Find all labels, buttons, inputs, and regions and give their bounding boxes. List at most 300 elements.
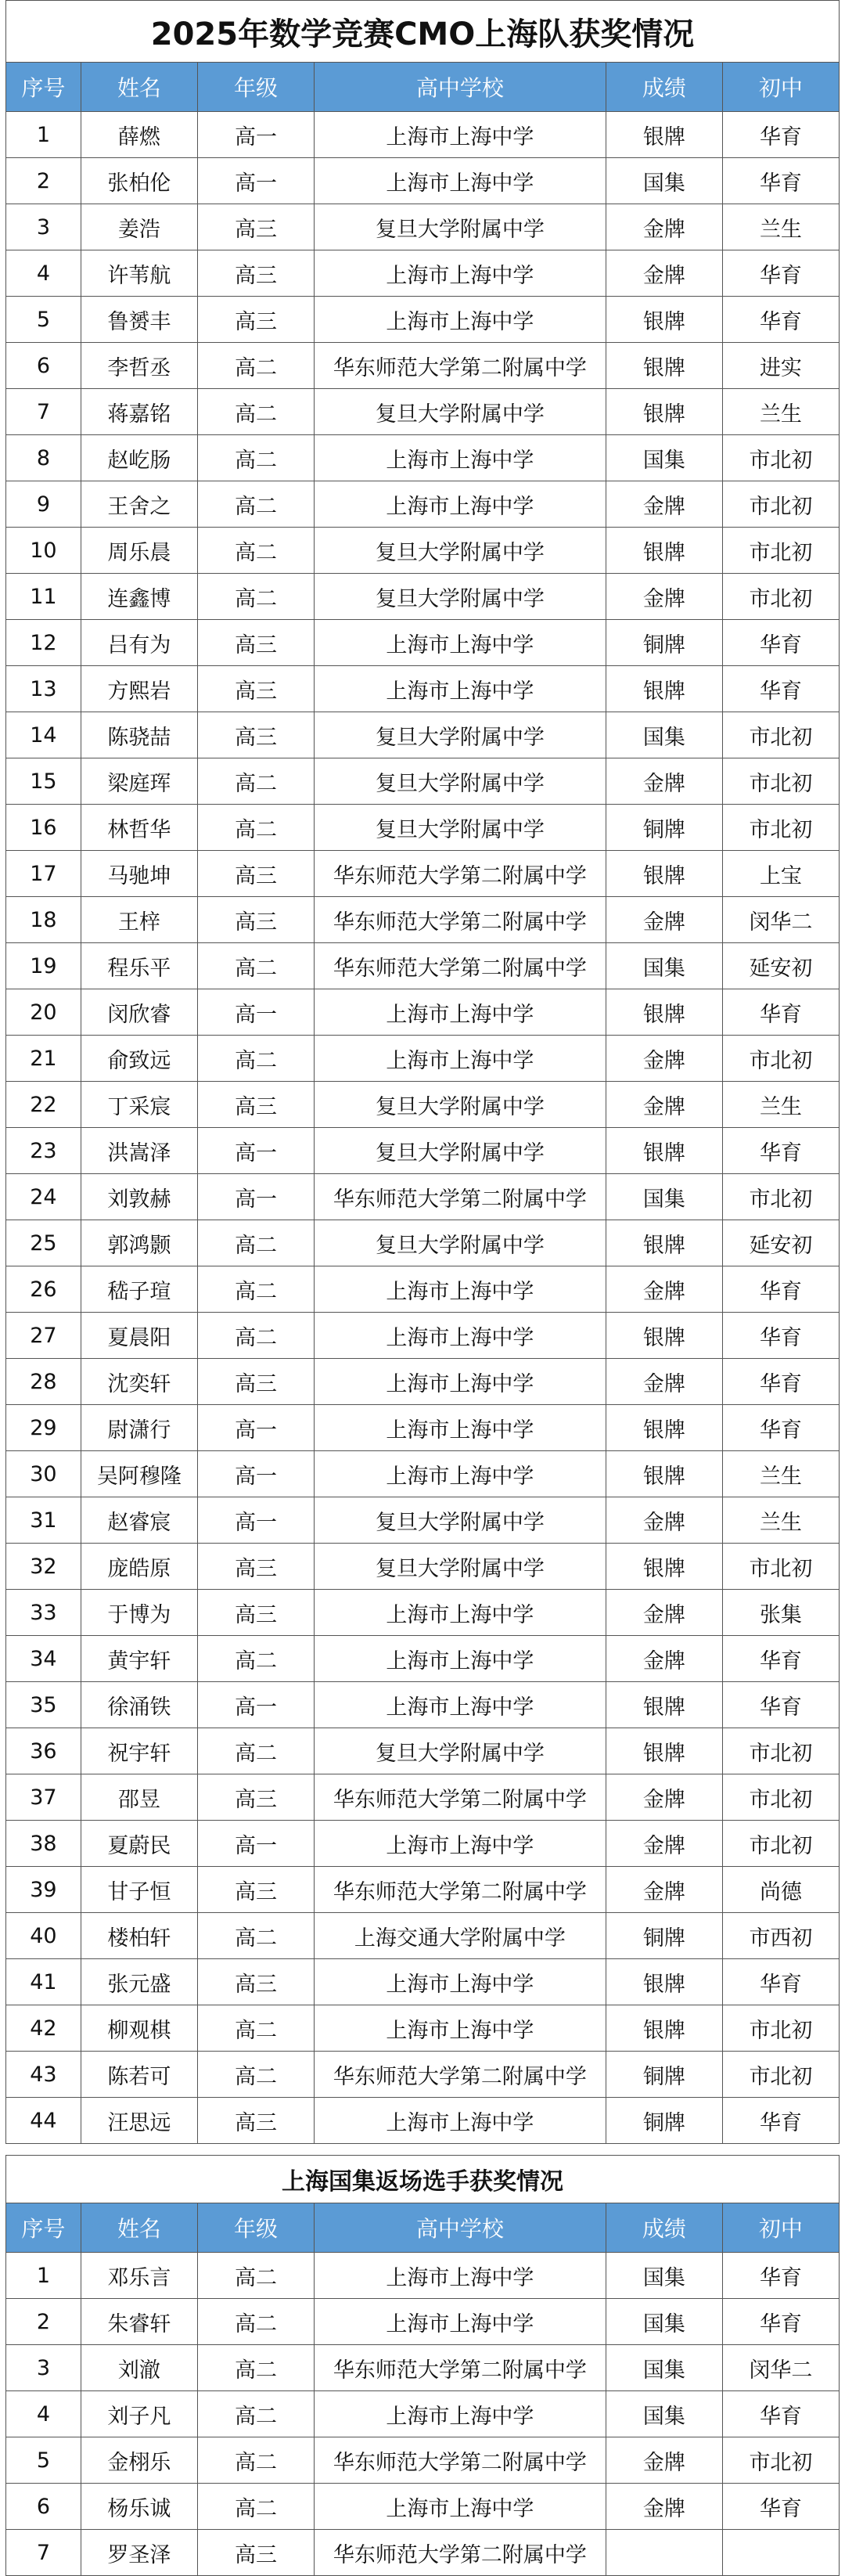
section2-header-row: [6, 2203, 840, 2253]
cell-grade: 高一: [197, 989, 314, 1036]
cell-middle-school: 华育: [722, 297, 839, 343]
cell-middle-school: 市北初: [722, 712, 839, 758]
table-row: [6, 204, 840, 250]
cell-high-school: 上海市上海中学: [315, 158, 606, 204]
cell-result: 铜牌: [606, 2098, 722, 2144]
cell-middle-school: 市北初: [722, 528, 839, 574]
table-row: [6, 1313, 840, 1359]
cell-index: 15: [6, 758, 81, 805]
cell-name: 陈骁喆: [81, 712, 197, 758]
cell-grade: 高三: [197, 1359, 314, 1405]
cell-index: 26: [6, 1266, 81, 1313]
cell-index: 41: [6, 1959, 81, 2005]
cell-name: 陈若可: [81, 2052, 197, 2098]
cell-index: 14: [6, 712, 81, 758]
cell-index: 16: [6, 805, 81, 851]
cell-grade: 高二: [197, 943, 314, 989]
cell-grade: 高二: [197, 2437, 314, 2484]
cell-middle-school: 华育: [722, 2484, 839, 2530]
cell-high-school: 上海市上海中学: [315, 666, 606, 712]
cell-grade: 高二: [197, 1220, 314, 1266]
cell-index: 35: [6, 1682, 81, 1728]
cell-result: 银牌: [606, 528, 722, 574]
cell-middle-school: 华育: [722, 1682, 839, 1728]
cell-result: 金牌: [606, 1266, 722, 1313]
header-row: [6, 63, 840, 112]
table-row: [6, 1682, 840, 1728]
table-row: [6, 1451, 840, 1497]
cell-middle-school: 张集: [722, 1590, 839, 1636]
table-row: [6, 112, 840, 158]
section2-header-result: 成绩: [606, 2203, 722, 2253]
cell-index: 2: [6, 158, 81, 204]
table-row: [6, 2530, 840, 2576]
table-row: [6, 989, 840, 1036]
cell-grade: 高二: [197, 2253, 314, 2299]
cell-grade: 高二: [197, 1728, 314, 1774]
table-row: [6, 1497, 840, 1544]
cell-middle-school: 兰生: [722, 1497, 839, 1544]
cell-grade: 高一: [197, 1405, 314, 1451]
cell-name: 张元盛: [81, 1959, 197, 2005]
cell-high-school: 华东师范大学第二附属中学: [315, 851, 606, 897]
cell-middle-school: 华育: [722, 2391, 839, 2437]
cell-result: 金牌: [606, 204, 722, 250]
cell-name: 徐涌铁: [81, 1682, 197, 1728]
cell-name: 蒋嘉铭: [81, 389, 197, 435]
cell-grade: 高一: [197, 1682, 314, 1728]
header-middle-school: 初中: [722, 63, 839, 112]
cell-grade: 高二: [197, 389, 314, 435]
cell-high-school: 上海市上海中学: [315, 2005, 606, 2052]
cell-result: 银牌: [606, 1405, 722, 1451]
cell-grade: 高三: [197, 620, 314, 666]
cell-index: 27: [6, 1313, 81, 1359]
cell-high-school: 上海市上海中学: [315, 989, 606, 1036]
table-row: [6, 2484, 840, 2530]
cell-grade: 高三: [197, 297, 314, 343]
cell-name: 王梓: [81, 897, 197, 943]
cell-index: 33: [6, 1590, 81, 1636]
cell-name: 马驰坤: [81, 851, 197, 897]
cell-result: 银牌: [606, 666, 722, 712]
cell-name: 林哲华: [81, 805, 197, 851]
cell-grade: 高二: [197, 481, 314, 528]
cell-name: 黄宇轩: [81, 1636, 197, 1682]
cell-middle-school: 市北初: [722, 1036, 839, 1082]
cell-high-school: 上海市上海中学: [315, 1636, 606, 1682]
cell-middle-school: 华育: [722, 1313, 839, 1359]
cell-result: 银牌: [606, 1728, 722, 1774]
cell-middle-school: 华育: [722, 2253, 839, 2299]
cell-high-school: 华东师范大学第二附属中学: [315, 343, 606, 389]
table-row: [6, 2098, 840, 2144]
cell-name: 丁采宸: [81, 1082, 197, 1128]
cell-high-school: 上海市上海中学: [315, 1590, 606, 1636]
cell-result: 金牌: [606, 1359, 722, 1405]
cell-result: 金牌: [606, 2484, 722, 2530]
cell-grade: 高二: [197, 528, 314, 574]
cell-high-school: 上海市上海中学: [315, 1959, 606, 2005]
table-row: [6, 758, 840, 805]
cell-result: 银牌: [606, 1313, 722, 1359]
cell-middle-school: 华育: [722, 1266, 839, 1313]
table-row: [6, 1266, 840, 1313]
cell-index: 40: [6, 1913, 81, 1959]
table-row: [6, 1359, 840, 1405]
cell-name: 于博为: [81, 1590, 197, 1636]
cell-grade: 高一: [197, 1128, 314, 1174]
cell-index: 38: [6, 1821, 81, 1867]
cell-middle-school: 华育: [722, 112, 839, 158]
cell-name: 程乐平: [81, 943, 197, 989]
cell-grade: 高一: [197, 1451, 314, 1497]
cell-high-school: 上海市上海中学: [315, 1313, 606, 1359]
cell-name: 刘子凡: [81, 2391, 197, 2437]
cell-high-school: 复旦大学附属中学: [315, 1728, 606, 1774]
cell-result: 银牌: [606, 1128, 722, 1174]
cell-name: 祝宇轩: [81, 1728, 197, 1774]
cell-name: 金栩乐: [81, 2437, 197, 2484]
table-row: [6, 2052, 840, 2098]
cell-name: 刘澈: [81, 2345, 197, 2391]
section2-header-grade: 年级: [197, 2203, 314, 2253]
table-row: [6, 2345, 840, 2391]
cell-result: 铜牌: [606, 620, 722, 666]
cell-result: 铜牌: [606, 1913, 722, 1959]
cell-index: 31: [6, 1497, 81, 1544]
cell-grade: 高一: [197, 1821, 314, 1867]
cell-grade: 高三: [197, 204, 314, 250]
cell-name: 薛燃: [81, 112, 197, 158]
table-title-row: [6, 1, 840, 63]
cell-index: 7: [6, 2530, 81, 2576]
cell-index: 4: [6, 250, 81, 297]
cell-grade: 高二: [197, 2345, 314, 2391]
cell-grade: 高二: [197, 1636, 314, 1682]
table-row: [6, 1128, 840, 1174]
table-row: [6, 1590, 840, 1636]
cell-index: 2: [6, 2299, 81, 2345]
header-grade: 年级: [197, 63, 314, 112]
cell-name: 邓乐言: [81, 2253, 197, 2299]
cell-result: 银牌: [606, 1682, 722, 1728]
cell-middle-school: 市北初: [722, 1728, 839, 1774]
cell-name: 俞致远: [81, 1036, 197, 1082]
cell-middle-school: 延安初: [722, 943, 839, 989]
cell-index: 36: [6, 1728, 81, 1774]
table-row: [6, 666, 840, 712]
cell-grade: 高三: [197, 1867, 314, 1913]
cell-middle-school: 兰生: [722, 1451, 839, 1497]
section2-header-name: 姓名: [81, 2203, 197, 2253]
cell-result: 金牌: [606, 481, 722, 528]
cell-middle-school: 华育: [722, 2098, 839, 2144]
cell-high-school: 复旦大学附属中学: [315, 204, 606, 250]
cell-name: 夏晨阳: [81, 1313, 197, 1359]
cell-middle-school: 华育: [722, 666, 839, 712]
cell-high-school: 华东师范大学第二附属中学: [315, 1174, 606, 1220]
cell-result: 银牌: [606, 851, 722, 897]
cell-grade: 高三: [197, 1959, 314, 2005]
table-row: [6, 805, 840, 851]
cell-name: 赵睿宸: [81, 1497, 197, 1544]
cell-result: 金牌: [606, 1036, 722, 1082]
cell-middle-school: 上宝: [722, 851, 839, 897]
table-row: [6, 250, 840, 297]
table-title: 2025年数学竞赛CMO上海队获奖情况: [6, 1, 840, 63]
cell-middle-school: 华育: [722, 158, 839, 204]
header-result: 成绩: [606, 63, 722, 112]
table-row: [6, 1728, 840, 1774]
cell-index: 28: [6, 1359, 81, 1405]
cell-result: 国集: [606, 158, 722, 204]
cell-index: 19: [6, 943, 81, 989]
cell-grade: 高三: [197, 897, 314, 943]
cell-grade: 高三: [197, 666, 314, 712]
cell-grade: 高二: [197, 2005, 314, 2052]
cell-index: 24: [6, 1174, 81, 1220]
cell-name: 楼柏轩: [81, 1913, 197, 1959]
table-row: [6, 297, 840, 343]
cell-middle-school: 兰生: [722, 204, 839, 250]
cell-high-school: 华东师范大学第二附属中学: [315, 897, 606, 943]
cell-high-school: 上海市上海中学: [315, 1405, 606, 1451]
cell-result: 银牌: [606, 1220, 722, 1266]
cell-index: 34: [6, 1636, 81, 1682]
cell-result: 金牌: [606, 1082, 722, 1128]
cell-result: 铜牌: [606, 2052, 722, 2098]
table-row: [6, 1821, 840, 1867]
cell-index: 37: [6, 1774, 81, 1821]
cell-middle-school: 兰生: [722, 1082, 839, 1128]
cell-index: 42: [6, 2005, 81, 2052]
table-row: [6, 389, 840, 435]
cell-high-school: 上海市上海中学: [315, 250, 606, 297]
cell-name: 罗圣泽: [81, 2530, 197, 2576]
cell-grade: 高二: [197, 758, 314, 805]
cell-grade: 高二: [197, 343, 314, 389]
cell-index: 17: [6, 851, 81, 897]
cell-middle-school: 华育: [722, 989, 839, 1036]
cell-high-school: 上海市上海中学: [315, 1359, 606, 1405]
table-row: [6, 1082, 840, 1128]
cell-high-school: 上海市上海中学: [315, 2098, 606, 2144]
cell-name: 夏蔚民: [81, 1821, 197, 1867]
cell-index: 10: [6, 528, 81, 574]
cell-high-school: 华东师范大学第二附属中学: [315, 1867, 606, 1913]
cell-grade: 高一: [197, 1497, 314, 1544]
cell-high-school: 复旦大学附属中学: [315, 1544, 606, 1590]
cell-grade: 高二: [197, 805, 314, 851]
table-row: [6, 528, 840, 574]
cell-index: 39: [6, 1867, 81, 1913]
table-row: [6, 1913, 840, 1959]
cell-middle-school: 华育: [722, 1128, 839, 1174]
cell-index: 30: [6, 1451, 81, 1497]
cell-result: 银牌: [606, 2005, 722, 2052]
cell-result: 银牌: [606, 112, 722, 158]
cell-grade: 高三: [197, 1544, 314, 1590]
cell-middle-school: 市北初: [722, 1544, 839, 1590]
cell-grade: 高三: [197, 851, 314, 897]
cell-grade: 高一: [197, 158, 314, 204]
cell-index: 13: [6, 666, 81, 712]
spacer-cell: [6, 2144, 840, 2156]
cell-result: 银牌: [606, 297, 722, 343]
table-row: [6, 343, 840, 389]
table-row: [6, 158, 840, 204]
table-row: [6, 2437, 840, 2484]
cell-result: 金牌: [606, 1774, 722, 1821]
cell-result: 国集: [606, 2391, 722, 2437]
cell-middle-school: 华育: [722, 1405, 839, 1451]
cell-high-school: 上海市上海中学: [315, 2391, 606, 2437]
cell-result: 金牌: [606, 250, 722, 297]
cell-grade: 高三: [197, 1590, 314, 1636]
cell-high-school: 上海市上海中学: [315, 620, 606, 666]
cell-result: 国集: [606, 2299, 722, 2345]
cell-grade: 高二: [197, 574, 314, 620]
cell-middle-school: [722, 2530, 839, 2576]
table-row: [6, 1174, 840, 1220]
cell-index: 8: [6, 435, 81, 481]
cell-grade: 高三: [197, 250, 314, 297]
cell-name: 嵇子瑄: [81, 1266, 197, 1313]
cell-grade: 高二: [197, 1036, 314, 1082]
cell-high-school: 上海市上海中学: [315, 1451, 606, 1497]
section2-header-high-school: 高中学校: [315, 2203, 606, 2253]
cell-result: 金牌: [606, 1497, 722, 1544]
cell-high-school: 上海市上海中学: [315, 1266, 606, 1313]
cell-index: 21: [6, 1036, 81, 1082]
table-row: [6, 851, 840, 897]
table-row: [6, 1544, 840, 1590]
cell-middle-school: 华育: [722, 1359, 839, 1405]
cell-high-school: 华东师范大学第二附属中学: [315, 2530, 606, 2576]
cell-middle-school: 市北初: [722, 2437, 839, 2484]
cell-grade: 高一: [197, 1174, 314, 1220]
table-row: [6, 574, 840, 620]
cell-name: 李哲丞: [81, 343, 197, 389]
cell-middle-school: 延安初: [722, 1220, 839, 1266]
cell-high-school: 华东师范大学第二附属中学: [315, 2345, 606, 2391]
cell-index: 6: [6, 2484, 81, 2530]
cell-middle-school: 市北初: [722, 435, 839, 481]
cell-result: 银牌: [606, 1544, 722, 1590]
header-name: 姓名: [81, 63, 197, 112]
cell-high-school: 上海市上海中学: [315, 1682, 606, 1728]
cell-grade: 高二: [197, 435, 314, 481]
cell-middle-school: 市北初: [722, 805, 839, 851]
section2-header-index: 序号: [6, 2203, 81, 2253]
cell-index: 22: [6, 1082, 81, 1128]
cell-result: 铜牌: [606, 805, 722, 851]
cell-result: 银牌: [606, 343, 722, 389]
cell-high-school: 华东师范大学第二附属中学: [315, 1774, 606, 1821]
cell-middle-school: 市北初: [722, 2052, 839, 2098]
cell-grade: 高三: [197, 2530, 314, 2576]
cell-name: 周乐晨: [81, 528, 197, 574]
cell-high-school: 上海市上海中学: [315, 2253, 606, 2299]
cell-name: 方熙岩: [81, 666, 197, 712]
cell-middle-school: 尚德: [722, 1867, 839, 1913]
cell-high-school: 复旦大学附属中学: [315, 1497, 606, 1544]
cell-middle-school: 市北初: [722, 1174, 839, 1220]
cell-high-school: 复旦大学附属中学: [315, 1082, 606, 1128]
cell-result: 国集: [606, 712, 722, 758]
cell-grade: 高三: [197, 712, 314, 758]
cell-high-school: 复旦大学附属中学: [315, 528, 606, 574]
table-row: [6, 2253, 840, 2299]
cell-result: 金牌: [606, 1590, 722, 1636]
cell-high-school: 上海市上海中学: [315, 1036, 606, 1082]
cell-index: 12: [6, 620, 81, 666]
table-row: [6, 435, 840, 481]
table-row: [6, 2391, 840, 2437]
cell-name: 邵昱: [81, 1774, 197, 1821]
cell-index: 43: [6, 2052, 81, 2098]
cell-middle-school: 市北初: [722, 1821, 839, 1867]
cell-name: 刘敦赫: [81, 1174, 197, 1220]
cell-grade: 高三: [197, 1774, 314, 1821]
cell-name: 张柏伦: [81, 158, 197, 204]
cell-result: 金牌: [606, 1636, 722, 1682]
cell-grade: 高三: [197, 2098, 314, 2144]
cell-index: 32: [6, 1544, 81, 1590]
cell-middle-school: 市北初: [722, 758, 839, 805]
cell-name: 柳观棋: [81, 2005, 197, 2052]
cell-index: 9: [6, 481, 81, 528]
cell-high-school: 上海市上海中学: [315, 297, 606, 343]
cell-high-school: 复旦大学附属中学: [315, 805, 606, 851]
cell-name: 汪思远: [81, 2098, 197, 2144]
table-row: [6, 620, 840, 666]
cell-high-school: 复旦大学附属中学: [315, 389, 606, 435]
cell-result: [606, 2530, 722, 2576]
table-row: [6, 2299, 840, 2345]
cell-name: 梁庭珲: [81, 758, 197, 805]
cell-grade: 高二: [197, 2391, 314, 2437]
cell-grade: 高二: [197, 2299, 314, 2345]
cell-index: 20: [6, 989, 81, 1036]
table-row: [6, 1036, 840, 1082]
awards-table: [5, 0, 840, 2576]
cell-grade: 高二: [197, 2052, 314, 2098]
cell-result: 国集: [606, 943, 722, 989]
cell-result: 银牌: [606, 389, 722, 435]
cell-high-school: 复旦大学附属中学: [315, 712, 606, 758]
cell-name: 庞皓原: [81, 1544, 197, 1590]
cell-index: 11: [6, 574, 81, 620]
cell-index: 29: [6, 1405, 81, 1451]
section2-title-row: [6, 2156, 840, 2203]
cell-name: 王舍之: [81, 481, 197, 528]
cell-grade: 高一: [197, 112, 314, 158]
cell-middle-school: 市北初: [722, 574, 839, 620]
cell-name: 闵欣睿: [81, 989, 197, 1036]
cell-result: 金牌: [606, 1821, 722, 1867]
cell-high-school: 上海市上海中学: [315, 2484, 606, 2530]
cell-middle-school: 华育: [722, 1636, 839, 1682]
cell-middle-school: 市北初: [722, 481, 839, 528]
cell-high-school: 复旦大学附属中学: [315, 758, 606, 805]
cell-name: 吴阿穆隆: [81, 1451, 197, 1497]
cell-middle-school: 市北初: [722, 1774, 839, 1821]
cell-grade: 高二: [197, 1266, 314, 1313]
cell-middle-school: 华育: [722, 620, 839, 666]
table-row: [6, 1959, 840, 2005]
